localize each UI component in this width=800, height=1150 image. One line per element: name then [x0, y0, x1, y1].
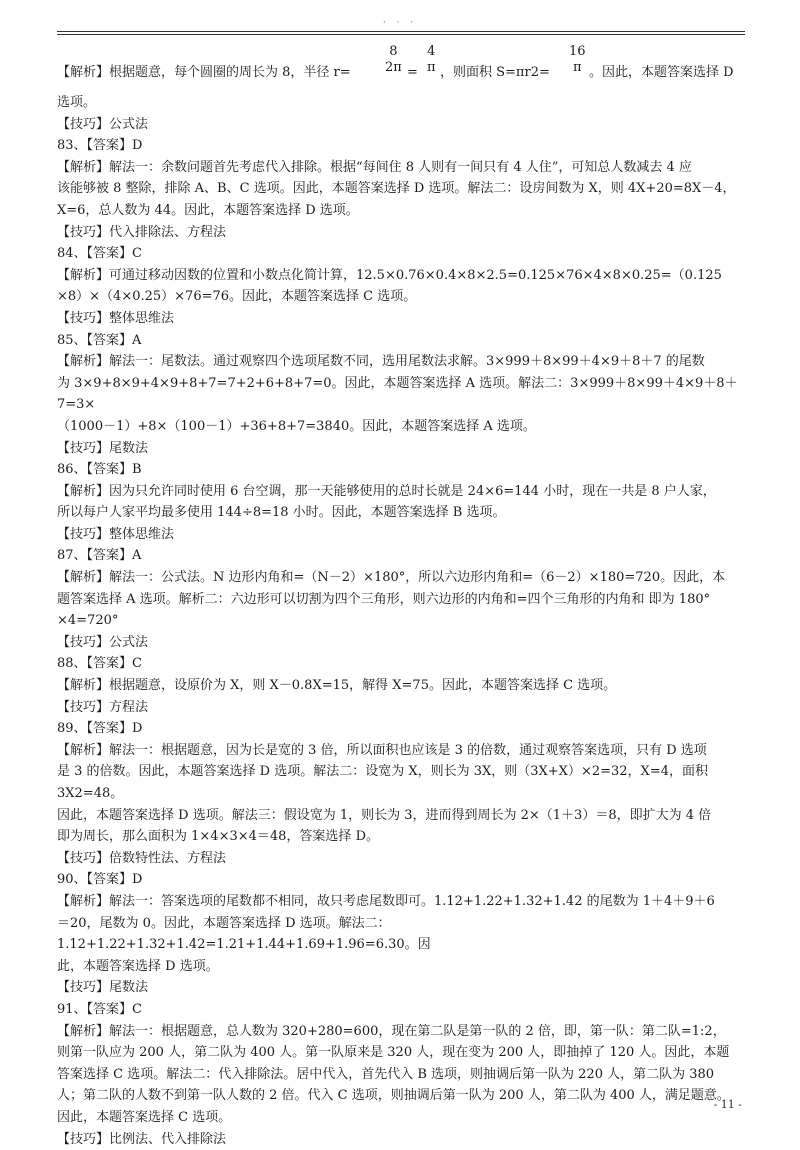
text-line: 【技巧】整体思维法: [57, 524, 745, 546]
text-line: 【技巧】代入排除法、方程法: [57, 222, 745, 244]
fraction-denominator: π: [427, 60, 436, 76]
text-line: 83、【答案】D: [57, 135, 745, 157]
technique-line: 【技巧】公式法: [57, 114, 745, 136]
fraction-numerator: 8: [385, 44, 402, 60]
answer-lines: [57, 135, 745, 1150]
fraction-numerator: 4: [427, 44, 436, 60]
text-line: 答案选择 C 选项。解法二：代入排除法。居中代入，首先代入 B 选项，则抽调后第一队为 220 人，第二队为 380: [57, 1064, 745, 1086]
text-line: 是 3 的倍数。因此，本题答案选择 D 选项。解法二：设宽为 X，则长为 3X，则（3X+X）×2=32，X=4，面积 3X2=48。: [57, 761, 745, 804]
text-line: 题答案选择 A 选项。解析二：六边形可以切割为四个三角形，则六边形的内角和=四个三角形的内角和 即为 180°: [57, 589, 745, 611]
formula-line: [57, 40, 745, 92]
text-line: 【技巧】方程法: [57, 697, 745, 719]
fraction-16-over-pi: [569, 44, 586, 76]
text-line: 87、【答案】A: [57, 545, 745, 567]
header-rule-top: [57, 31, 745, 32]
text-line: （1000－1）+8×（100－1）+36+8+7=3840。因此，本题答案选择 A 选项。: [57, 416, 745, 438]
text-line: 选项。: [57, 92, 745, 114]
fraction-denominator: π: [569, 60, 586, 76]
formula-tail-text: 。因此，本题答案选择 D: [589, 62, 734, 84]
text-line: 88、【答案】C: [57, 653, 745, 675]
text-line: 【技巧】尾数法: [57, 438, 745, 460]
text-line: 84、【答案】C: [57, 243, 745, 265]
equals-sign: =: [407, 62, 418, 84]
text-line: 【技巧】倍数特性法、方程法: [57, 848, 745, 870]
fraction-4-over-pi: [427, 44, 436, 76]
text-line: 【技巧】比例法、代入排除法: [57, 1129, 745, 1150]
page-number: - 11 -: [714, 1098, 742, 1111]
text-line: X=6，总人数为 44。因此，本题答案选择 D 选项。: [57, 200, 745, 222]
text-line: 为 3×9+8×9+4×9+8+7=7+2+6+8+7=0。因此，本题答案选择 A 选项。解法二：3×999＋8×99＋4×9＋8＋7=3×: [57, 373, 745, 416]
text-line: 因此，本题答案选择 D 选项。解法三：假设宽为 1，则长为 3，进而得到周长为 2×（1＋3）＝8，即扩大为 4 倍: [57, 805, 745, 827]
text-line: 则第一队应为 200 人，第二队为 400 人。第一队原来是 320 人，现在变为 200 人，即抽掉了 120 人。因此，本题: [57, 1042, 745, 1064]
text-line: 【技巧】公式法: [57, 632, 745, 654]
text-line: 该能够被 8 整除，排除 A、B、C 选项。因此，本题答案选择 D 选项。解法二：设房间数为 X，则 4X+20=8X－4，: [57, 178, 745, 200]
text-line: 【解析】可通过移动因数的位置和小数点化简计算，12.5×0.76×0.4×8×2.5=0.125×76×4×8×0.25=（0.125: [57, 265, 745, 287]
text-line: ＝20，尾数为 0。因此，本题答案选择 D 选项。解法二：1.12+1.22+1.32+1.42=1.21+1.44+1.69+1.96=6.30。因: [57, 913, 745, 956]
text-line: 85、【答案】A: [57, 330, 745, 352]
text-line: 【解析】解法一：答案选项的尾数都不相同，故只考虑尾数即可。1.12+1.22+1.32+1.42 的尾数为 1＋4＋9＋6: [57, 891, 745, 913]
text-line: 【技巧】尾数法: [57, 977, 745, 999]
header-rule-bottom: [57, 34, 745, 35]
text-line: 【解析】解法一：根据题意，因为长是宽的 3 倍，所以面积也应该是 3 的倍数，通过观察答案选项，只有 D 选项: [57, 740, 745, 762]
text-line: ×8）×（4×0.25）×76=76。因此，本题答案选择 C 选项。: [57, 286, 745, 308]
text-line: 【解析】解法一：尾数法。通过观察四个选项尾数不同，选用尾数法求解。3×999＋8×99＋4×9＋8＋7 的尾数: [57, 351, 745, 373]
text-line: 【解析】解法一：余数问题首先考虑代入排除。根据“每间住 8 人则有一间只有 4 人住”，可知总人数减去 4 应: [57, 157, 745, 179]
text-line: 所以每户人家平均最多使用 144÷8=18 小时。因此，本题答案选择 B 选项。: [57, 502, 745, 524]
text-line: 90、【答案】D: [57, 869, 745, 891]
text-line: 【解析】解法一：根据题意，总人数为 320+280=600，现在第二队是第一队的 2 倍，即，第一队：第二队=1:2，: [57, 1021, 745, 1043]
text-line: 【解析】根据题意，设原价为 X，则 X－0.8X=15，解得 X=75。因此，本题答案选择 C 选项。: [57, 675, 745, 697]
formula-lead-text: 【解析】根据题意，每个圆圈的周长为 8，半径 r=: [57, 62, 351, 84]
formula-mid-text: ，则面积 S=πr2=: [440, 62, 550, 84]
text-line: 即为周长，那么面积为 1×4×3×4＝48，答案选择 D。: [57, 826, 745, 848]
text-line: 86、【答案】B: [57, 459, 745, 481]
document-body: [57, 40, 745, 1150]
fraction-denominator: 2π: [385, 60, 402, 76]
text-line: 【解析】解法一：公式法。N 边形内角和=（N－2）×180°，所以六边形内角和=（6－2）×180=720。因此，本: [57, 567, 745, 589]
text-line: 【技巧】整体思维法: [57, 308, 745, 330]
text-line: 人；第二队的人数不到第一队人数的 2 倍。代入 C 选项，则抽调后第一队为 200 人，第二队为 400 人，满足题意。: [57, 1085, 745, 1107]
fraction-numerator: 16: [569, 44, 586, 60]
text-line: 因此，本题答案选择 C 选项。: [57, 1107, 745, 1129]
text-line: 89、【答案】D: [57, 718, 745, 740]
text-line: 91、【答案】C: [57, 999, 745, 1021]
text-line: 【解析】因为只允许同时使用 6 台空调，那一天能够使用的总时长就是 24×6=144 小时，现在一共是 8 户人家，: [57, 481, 745, 503]
fraction-8-over-2pi: [385, 44, 402, 76]
text-line: 此，本题答案选择 D 选项。: [57, 956, 745, 978]
text-line: ×4=720°: [57, 610, 745, 632]
header-dots: · · ·: [0, 18, 800, 28]
